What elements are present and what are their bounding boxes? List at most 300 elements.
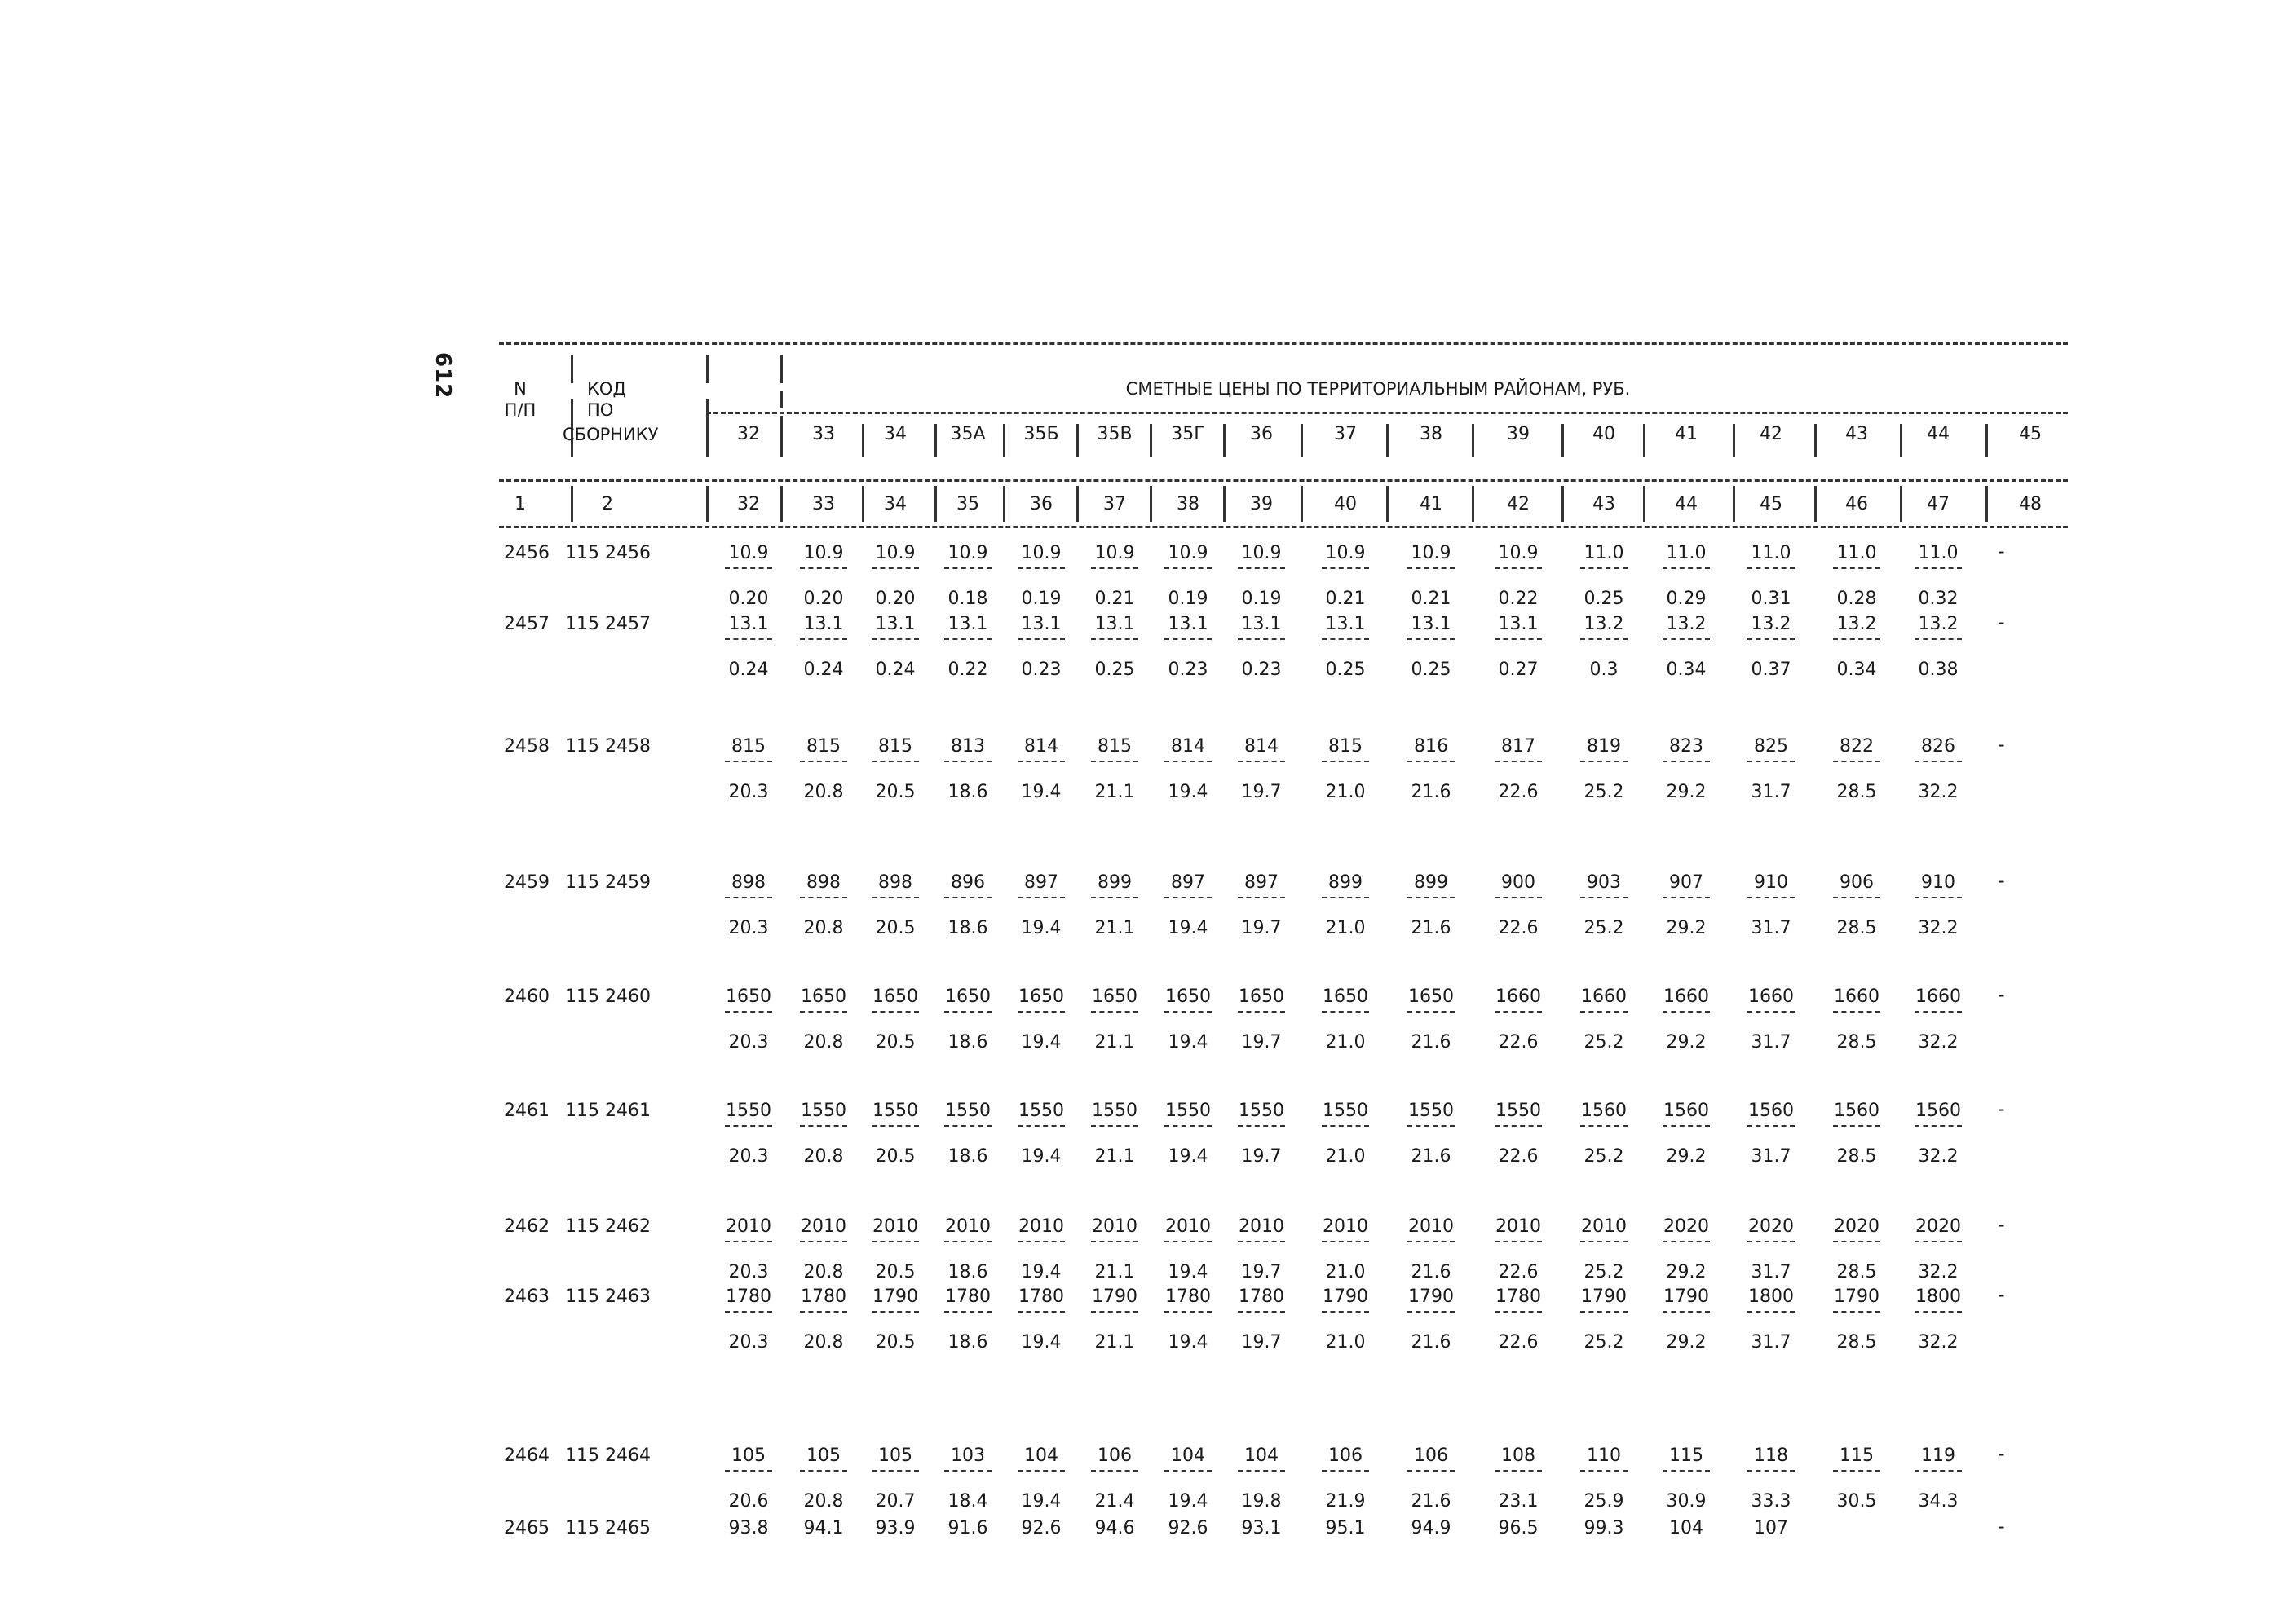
labor-value: 31.7 (1751, 918, 1791, 938)
price-value: 10.9 (875, 543, 916, 563)
price-value: 1660 (1834, 986, 1879, 1007)
fraction-dash (725, 1311, 772, 1313)
fraction-dash (1238, 761, 1285, 762)
row-number: 2457 (504, 614, 550, 634)
price-value: 815 (878, 736, 912, 757)
labor-value: 0.19 (1021, 589, 1062, 609)
price-value: 2010 (1408, 1216, 1454, 1237)
column-number: 47 (1927, 494, 1950, 514)
labor-value: 22.6 (1498, 1146, 1539, 1167)
fraction-dash (1164, 1011, 1212, 1013)
labor-value: 29.2 (1666, 1332, 1707, 1353)
price-value: 1550 (1495, 1101, 1541, 1121)
fraction-dash (1322, 638, 1369, 640)
region-code: 40 (1592, 424, 1615, 444)
column-number: 45 (1760, 494, 1782, 514)
fraction-dash (1407, 1470, 1455, 1472)
fraction-dash (1238, 1470, 1285, 1472)
column-separator (1472, 424, 1474, 457)
price-value: 93.9 (875, 1518, 916, 1538)
price-value: 2010 (1018, 1216, 1064, 1237)
fraction-dash (1495, 1011, 1542, 1013)
column-separator (1472, 486, 1474, 522)
region-code: 36 (1250, 424, 1273, 444)
labor-value: 25.2 (1583, 1146, 1624, 1167)
fraction-dash (1833, 1470, 1880, 1472)
fraction-dash (1407, 897, 1455, 898)
labor-value: 29.2 (1666, 918, 1707, 938)
labor-value: 0.28 (1836, 589, 1877, 609)
fraction-dash (1238, 1241, 1285, 1242)
region-code: 35Б (1023, 424, 1059, 444)
price-value: 825 (1754, 736, 1788, 757)
region-code: 43 (1845, 424, 1868, 444)
column-separator (1386, 486, 1389, 522)
labor-value: 31.7 (1751, 782, 1791, 802)
labor-value: 19.4 (1168, 1262, 1208, 1282)
row-code: 115 2463 (565, 1286, 651, 1307)
price-value: 1780 (1165, 1286, 1211, 1307)
labor-value: 21.9 (1325, 1491, 1366, 1511)
no-value-dash: - (1998, 1515, 2005, 1538)
price-value: 1650 (726, 986, 771, 1007)
price-value: 1650 (1239, 986, 1284, 1007)
labor-value: 20.8 (803, 1146, 844, 1167)
fraction-dash (1495, 638, 1542, 640)
column-number: 35 (956, 494, 979, 514)
price-value: 110 (1587, 1445, 1621, 1466)
labor-value: 0.20 (728, 589, 769, 609)
labor-value: 0.19 (1168, 589, 1208, 609)
fraction-dash (1091, 638, 1138, 640)
labor-value: 21.4 (1094, 1491, 1135, 1511)
labor-value: 25.2 (1583, 918, 1624, 938)
labor-value: 21.0 (1325, 1262, 1366, 1282)
column-separator (1733, 486, 1735, 522)
price-value: 817 (1501, 736, 1535, 757)
price-value: 93.1 (1241, 1518, 1282, 1538)
price-value: 1550 (801, 1101, 846, 1121)
row-number: 2462 (504, 1216, 550, 1237)
price-value: 104 (1171, 1445, 1205, 1466)
labor-value: 19.7 (1241, 1262, 1282, 1282)
labor-value: 0.25 (1094, 660, 1135, 680)
price-value: 13.1 (1094, 614, 1135, 634)
labor-value: 0.37 (1751, 660, 1791, 680)
price-value: 10.9 (728, 543, 769, 563)
price-value: 106 (1098, 1445, 1132, 1466)
row-number: 2458 (504, 736, 550, 757)
fraction-dash (1322, 1470, 1369, 1472)
price-value: 11.0 (1666, 543, 1707, 563)
labor-value: 23.1 (1498, 1491, 1539, 1511)
fraction-dash (800, 897, 847, 898)
row-code: 115 2462 (565, 1216, 651, 1237)
price-value: 1650 (1092, 986, 1137, 1007)
fraction-dash (1747, 1125, 1795, 1127)
column-separator (1985, 424, 1988, 457)
column-separator (1150, 424, 1152, 457)
fraction-dash (1018, 1241, 1065, 1242)
price-value: 898 (731, 872, 766, 893)
fraction-dash (1663, 1011, 1710, 1013)
price-value: 1800 (1915, 1286, 1961, 1307)
header-title: СМЕТНЫЕ ЦЕНЫ ПО ТЕРРИТОРИАЛЬНЫМ РАЙОНАМ, РУБ. (1125, 379, 1631, 399)
fraction-dash (1322, 1011, 1369, 1013)
fraction-dash (944, 761, 992, 762)
labor-value: 21.1 (1094, 918, 1135, 938)
price-value: 1790 (1408, 1286, 1454, 1307)
price-value: 1550 (1408, 1101, 1454, 1121)
header-top-rule (499, 342, 2068, 345)
price-value: 13.1 (875, 614, 916, 634)
price-value: 1660 (1748, 986, 1794, 1007)
fraction-dash (725, 1241, 772, 1242)
labor-value: 20.7 (875, 1491, 916, 1511)
price-value: 13.2 (1583, 614, 1624, 634)
fraction-dash (1091, 1311, 1138, 1313)
price-value: 1650 (801, 986, 846, 1007)
no-value-dash: - (1998, 1283, 2005, 1306)
fraction-dash (1018, 897, 1065, 898)
labor-value: 29.2 (1666, 1262, 1707, 1282)
labor-value: 25.2 (1583, 1262, 1624, 1282)
price-value: 1780 (1239, 1286, 1284, 1307)
price-value: 99.3 (1583, 1518, 1624, 1538)
price-value: 94.1 (803, 1518, 844, 1538)
price-value: 115 (1669, 1445, 1703, 1466)
labor-value: 21.0 (1325, 1146, 1366, 1167)
column-number: 38 (1177, 494, 1199, 514)
row-number: 2460 (504, 986, 550, 1007)
labor-value: 28.5 (1836, 782, 1877, 802)
header-mid-rule (499, 479, 2068, 482)
fraction-dash (872, 897, 919, 898)
price-value: 107 (1754, 1518, 1788, 1538)
price-value: 1660 (1581, 986, 1627, 1007)
labor-value: 19.4 (1021, 1262, 1062, 1282)
labor-value: 28.5 (1836, 1146, 1877, 1167)
fraction-dash (1747, 1311, 1795, 1313)
labor-value: 21.1 (1094, 1332, 1135, 1353)
fraction-dash (1018, 1125, 1065, 1127)
labor-value: 0.21 (1325, 589, 1366, 609)
fraction-dash (872, 1125, 919, 1127)
price-value: 1650 (1323, 986, 1368, 1007)
fraction-dash (944, 567, 992, 569)
column-separator (1301, 486, 1303, 522)
price-value: 13.2 (1918, 614, 1959, 634)
fraction-dash (1747, 1470, 1795, 1472)
fraction-dash (1747, 638, 1795, 640)
price-value: 94.9 (1411, 1518, 1451, 1538)
price-value: 10.9 (1411, 543, 1451, 563)
row-number: 2459 (504, 872, 550, 893)
labor-value: 20.8 (803, 1491, 844, 1511)
fraction-dash (944, 1311, 992, 1313)
fraction-dash (1322, 1125, 1369, 1127)
fraction-dash (1164, 638, 1212, 640)
fraction-dash (1164, 1470, 1212, 1472)
price-value: 105 (806, 1445, 841, 1466)
fraction-dash (1238, 897, 1285, 898)
column-separator (706, 399, 709, 457)
fraction-dash (1663, 567, 1710, 569)
labor-value: 22.6 (1498, 1032, 1539, 1053)
price-value: 815 (1098, 736, 1132, 757)
price-value: 10.9 (1325, 543, 1366, 563)
fraction-dash (1915, 897, 1962, 898)
fraction-dash (1833, 1011, 1880, 1013)
column-number: 48 (2019, 494, 2042, 514)
fraction-dash (1322, 1311, 1369, 1313)
price-value: 1550 (1165, 1101, 1211, 1121)
fraction-dash (1580, 1241, 1628, 1242)
price-value: 2010 (726, 1216, 771, 1237)
price-value: 2010 (1495, 1216, 1541, 1237)
price-value: 10.9 (1094, 543, 1135, 563)
price-value: 1560 (1748, 1101, 1794, 1121)
price-value: 2010 (1239, 1216, 1284, 1237)
price-value: 2020 (1915, 1216, 1961, 1237)
price-value: 1660 (1915, 986, 1961, 1007)
labor-value: 22.6 (1498, 1332, 1539, 1353)
fraction-dash (1164, 1311, 1212, 1313)
fraction-dash (1833, 761, 1880, 762)
price-value: 13.1 (1241, 614, 1282, 634)
price-value: 896 (951, 872, 985, 893)
labor-value: 0.20 (803, 589, 844, 609)
labor-value: 21.1 (1094, 1146, 1135, 1167)
labor-value: 32.2 (1918, 782, 1959, 802)
price-value: 11.0 (1836, 543, 1877, 563)
fraction-dash (1833, 1125, 1880, 1127)
price-value: 104 (1244, 1445, 1279, 1466)
price-value: 115 (1840, 1445, 1874, 1466)
fraction-dash (800, 1470, 847, 1472)
price-value: 1780 (945, 1286, 991, 1307)
price-value: 13.1 (1168, 614, 1208, 634)
row-number: 2461 (504, 1101, 550, 1121)
price-value: 2010 (872, 1216, 918, 1237)
fraction-dash (1018, 1011, 1065, 1013)
fraction-dash (872, 567, 919, 569)
column-separator (780, 355, 783, 383)
labor-value: 19.4 (1168, 1491, 1208, 1511)
labor-value: 0.29 (1666, 589, 1707, 609)
labor-value: 0.18 (947, 589, 988, 609)
fraction-dash (1407, 1241, 1455, 1242)
price-value: 1650 (945, 986, 991, 1007)
labor-value: 19.8 (1241, 1491, 1282, 1511)
price-value: 1790 (1092, 1286, 1137, 1307)
price-value: 95.1 (1325, 1518, 1366, 1538)
header-inner-rule (706, 412, 2068, 414)
price-value: 910 (1921, 872, 1955, 893)
labor-value: 20.6 (728, 1491, 769, 1511)
price-value: 10.9 (1021, 543, 1062, 563)
fraction-dash (1091, 761, 1138, 762)
price-value: 92.6 (1021, 1518, 1062, 1538)
price-value: 92.6 (1168, 1518, 1208, 1538)
no-value-dash: - (1998, 1442, 2005, 1465)
price-value: 13.2 (1751, 614, 1791, 634)
fraction-dash (1164, 567, 1212, 569)
price-value: 10.9 (1498, 543, 1539, 563)
fraction-dash (1238, 1311, 1285, 1313)
column-separator (706, 355, 709, 383)
no-value-dash: - (1998, 540, 2005, 563)
price-value: 1780 (1495, 1286, 1541, 1307)
labor-value: 20.5 (875, 1332, 916, 1353)
price-value: 899 (1414, 872, 1448, 893)
labor-value: 21.6 (1411, 918, 1451, 938)
fraction-dash (1407, 1311, 1455, 1313)
fraction-dash (1164, 761, 1212, 762)
fraction-dash (1018, 761, 1065, 762)
price-value: 10.9 (947, 543, 988, 563)
column-separator (1223, 486, 1226, 522)
labor-value: 0.24 (803, 660, 844, 680)
column-separator (706, 486, 709, 522)
region-code: 45 (2019, 424, 2042, 444)
fraction-dash (800, 1311, 847, 1313)
labor-value: 0.23 (1168, 660, 1208, 680)
fraction-dash (1747, 761, 1795, 762)
price-value: 1660 (1495, 986, 1541, 1007)
fraction-dash (1018, 1311, 1065, 1313)
region-code: 42 (1760, 424, 1782, 444)
fraction-dash (1407, 1011, 1455, 1013)
fraction-dash (1164, 897, 1212, 898)
price-value: 106 (1414, 1445, 1448, 1466)
fraction-dash (1663, 1125, 1710, 1127)
labor-value: 20.8 (803, 918, 844, 938)
labor-value: 20.3 (728, 782, 769, 802)
fraction-dash (1915, 1241, 1962, 1242)
column-number: 33 (812, 494, 835, 514)
fraction-dash (1833, 897, 1880, 898)
price-value: 104 (1024, 1445, 1058, 1466)
fraction-dash (1747, 1241, 1795, 1242)
labor-value: 33.3 (1751, 1491, 1791, 1511)
price-value: 906 (1840, 872, 1874, 893)
labor-value: 19.7 (1241, 1146, 1282, 1167)
labor-value: 32.2 (1918, 1332, 1959, 1353)
labor-value: 19.7 (1241, 1032, 1282, 1053)
labor-value: 19.4 (1168, 1332, 1208, 1353)
no-value-dash: - (1998, 733, 2005, 756)
labor-value: 32.2 (1918, 1262, 1959, 1282)
region-code: 35Г (1171, 424, 1205, 444)
region-code: 35А (950, 424, 986, 444)
fraction-dash (1915, 1470, 1962, 1472)
labor-value: 31.7 (1751, 1332, 1791, 1353)
labor-value: 0.25 (1411, 660, 1451, 680)
fraction-dash (872, 1311, 919, 1313)
price-value: 108 (1501, 1445, 1535, 1466)
region-code: 32 (737, 424, 760, 444)
column-number: 39 (1250, 494, 1273, 514)
fraction-dash (1915, 1011, 1962, 1013)
price-value: 814 (1171, 736, 1205, 757)
price-value: 1790 (1663, 1286, 1709, 1307)
fraction-dash (1833, 1241, 1880, 1242)
fraction-dash (1747, 567, 1795, 569)
labor-value: 20.3 (728, 918, 769, 938)
price-value: 898 (878, 872, 912, 893)
column-number: 37 (1103, 494, 1126, 514)
price-value: 13.1 (947, 614, 988, 634)
labor-value: 0.24 (728, 660, 769, 680)
labor-value: 21.6 (1411, 1491, 1451, 1511)
price-value: 1550 (1239, 1101, 1284, 1121)
labor-value: 20.5 (875, 1032, 916, 1053)
page-number: 612 (431, 352, 455, 399)
labor-value: 29.2 (1666, 1032, 1707, 1053)
labor-value: 0.22 (1498, 589, 1539, 609)
labor-value: 21.1 (1094, 1032, 1135, 1053)
fraction-dash (1495, 1125, 1542, 1127)
column-separator (1814, 486, 1817, 522)
fraction-dash (1238, 1011, 1285, 1013)
fraction-dash (1495, 1470, 1542, 1472)
labor-value: 20.3 (728, 1332, 769, 1353)
column-number: 36 (1030, 494, 1053, 514)
labor-value: 32.2 (1918, 918, 1959, 938)
fraction-dash (1833, 638, 1880, 640)
price-value: 118 (1754, 1445, 1788, 1466)
column-separator (571, 486, 573, 522)
fraction-dash (1915, 1311, 1962, 1313)
price-value: 94.6 (1094, 1518, 1135, 1538)
price-value: 903 (1587, 872, 1621, 893)
labor-value: 19.4 (1021, 782, 1062, 802)
labor-value: 28.5 (1836, 918, 1877, 938)
labor-value: 28.5 (1836, 1262, 1877, 1282)
column-separator (780, 391, 783, 408)
column-separator (1561, 486, 1564, 522)
region-code: 37 (1334, 424, 1357, 444)
fraction-dash (725, 638, 772, 640)
fraction-dash (725, 1470, 772, 1472)
column-separator (1301, 424, 1303, 457)
price-value: 814 (1244, 736, 1279, 757)
labor-value: 20.5 (875, 1262, 916, 1282)
price-value: 1560 (1581, 1101, 1627, 1121)
fraction-dash (1580, 897, 1628, 898)
labor-value: 0.3 (1589, 660, 1619, 680)
price-value: 1790 (1834, 1286, 1879, 1307)
price-value: 1790 (1323, 1286, 1368, 1307)
labor-value: 18.4 (947, 1491, 988, 1511)
region-code: 33 (812, 424, 835, 444)
labor-value: 0.24 (875, 660, 916, 680)
fraction-dash (1833, 1311, 1880, 1313)
fraction-dash (1580, 1011, 1628, 1013)
price-value: 96.5 (1498, 1518, 1539, 1538)
labor-value: 0.23 (1021, 660, 1062, 680)
region-code: 39 (1507, 424, 1530, 444)
price-value: 13.1 (1411, 614, 1451, 634)
labor-value: 0.31 (1751, 589, 1791, 609)
price-value: 1550 (1018, 1101, 1064, 1121)
price-value: 1650 (1408, 986, 1454, 1007)
column-separator (934, 424, 937, 457)
fraction-dash (1833, 567, 1880, 569)
labor-value: 19.4 (1168, 1146, 1208, 1167)
price-value: 823 (1669, 736, 1703, 757)
